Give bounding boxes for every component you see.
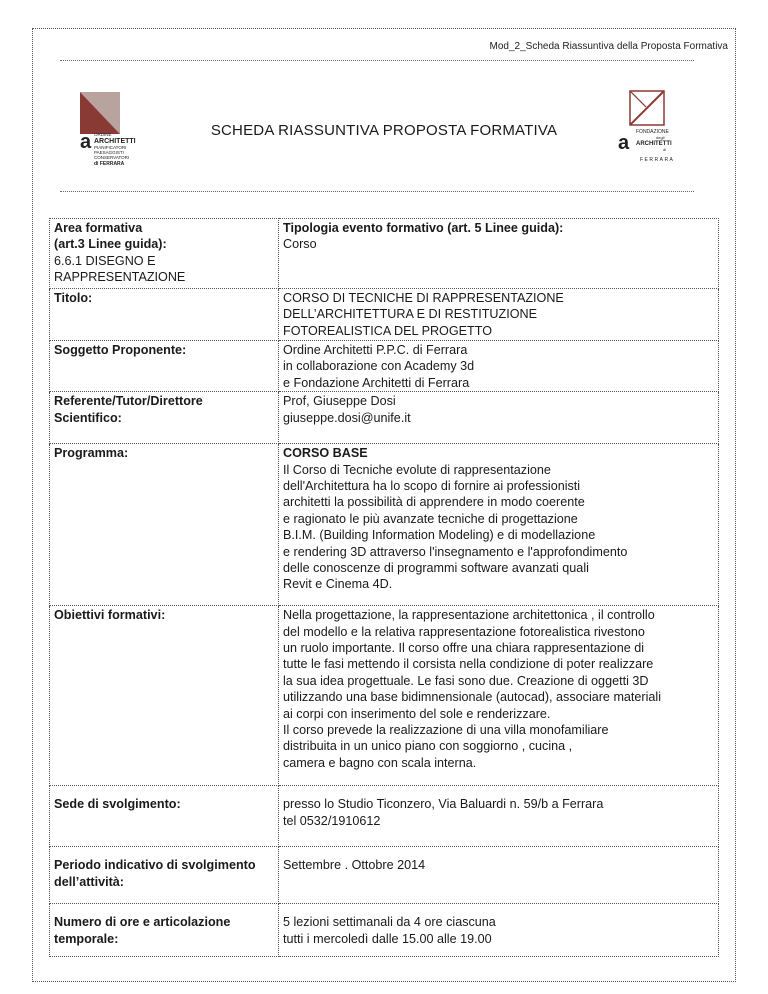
svg-text:CONSERVATORI: CONSERVATORI	[94, 155, 130, 160]
referente-label: Referente/Tutor/Direttore Scientifico:	[50, 392, 279, 444]
table-row	[50, 847, 719, 904]
titolo-value: CORSO DI TECNICHE DI RAPPRESENTAZIONE DELL’ARCHITETTURA E DI RESTITUZIONE FOTOREALISTICA DEL PROGETTO	[279, 289, 719, 341]
svg-text:FERRARA: FERRARA	[640, 157, 675, 163]
titolo-label: Titolo:	[50, 289, 279, 341]
table-row	[50, 444, 719, 606]
svg-text:PIANIFICATORI: PIANIFICATORI	[94, 145, 127, 150]
logo-left-letter: a	[80, 131, 92, 153]
table-row	[50, 606, 719, 786]
ore-label: Numero di ore e articolazione temporale:	[50, 904, 279, 957]
obiettivi-value: Nella progettazione, la rappresentazione architettonica , il controllo del modello e la relativa rappresentazione fotorealistica rivestono un ruolo importante. Il corso offre una chiara rappresentazione di tutte le fasi mettendo il corsista nella condizione di poter realizzare la sua idea progettuale. Le fasi sono due. Creazione di oggetti 3D utilizzando una base bidimnensionale (autocad), associare materiali ai corpi con inserimento del sole e renderizzare. Il corso prevede la realizzazione di una villa monofamiliare distribuita in un unico piano con soggiorno , cucina , camera e bagno con scala interna.	[279, 606, 719, 786]
table-row	[50, 786, 719, 847]
periodo-label: Periodo indicativo di svolgimento dell’attività:	[50, 847, 279, 904]
table-row	[50, 904, 719, 957]
svg-text:ORDINE: ORDINE	[94, 132, 112, 137]
soggetto-value: Ordine Architetti P.P.C. di Ferrara in collaborazione con Academy 3d e Fondazione Architetti di Ferrara	[279, 341, 719, 392]
svg-text:di: di	[663, 147, 667, 152]
table-row	[50, 219, 719, 289]
svg-text:ARCHITETTI: ARCHITETTI	[636, 141, 672, 147]
periodo-value: Settembre . Ottobre 2014	[279, 847, 719, 904]
svg-text:FONDAZIONE: FONDAZIONE	[636, 129, 669, 135]
table-row	[50, 341, 719, 392]
referente-value: Prof, Giuseppe Dosi giuseppe.dosi@unife.it	[279, 392, 719, 444]
svg-text:ARCHITETTI: ARCHITETTI	[94, 138, 136, 145]
referente-email: giuseppe.dosi@unife.it	[283, 410, 411, 425]
programma-label: Programma:	[50, 444, 279, 606]
sede-label: Sede di svolgimento:	[50, 786, 279, 847]
tipologia-evento-cell: Tipologia evento formativo (art. 5 Linee guida): Corso	[279, 219, 719, 289]
document-title: SCHEDA RIASSUNTIVA PROPOSTA FORMATIVA	[210, 122, 558, 139]
area-formativa-cell: Area formativa (art.3 Linee guida): 6.6.1 DISEGNO E RAPPRESENTAZIONE	[50, 219, 279, 289]
sede-value: presso lo Studio Ticonzero, Via Baluardi n. 59/b a Ferrara tel 0532/1910612	[279, 786, 719, 847]
svg-text:di FERRARA: di FERRARA	[94, 161, 125, 167]
table-row	[50, 289, 719, 341]
title-divider	[60, 191, 694, 192]
table-row	[50, 392, 719, 444]
obiettivi-label: Obiettivi formativi:	[50, 606, 279, 786]
svg-text:degli: degli	[656, 135, 665, 140]
fondazione-architetti-logo	[616, 89, 686, 169]
document-reference: Mod_2_Scheda Riassuntiva della Proposta Formativa	[489, 41, 728, 52]
svg-text:PAESAGGISTI: PAESAGGISTI	[94, 150, 124, 155]
course-summary-table	[49, 218, 719, 957]
soggetto-label: Soggetto Proponente:	[50, 341, 279, 392]
programma-value: CORSO BASE Il Corso di Tecniche evolute di rappresentazione dell'Architettura ha lo scopo di fornire ai professionisti architetti la possibilità di apprendere in modo coerente e ragionato le più avanzate tecniche di progettazione B.I.M. (Building Information Modeling) e di modellazione e rendering 3D attraverso l'insegnamento e l'approfondimento delle conoscenze di programmi software avanzati quali Revit e Cinema 4D.	[279, 444, 719, 606]
logo-right-letter: a	[618, 132, 630, 154]
ore-value: 5 lezioni settimanali da 4 ore ciascuna tutti i mercoledì dalle 15.00 alle 19.00	[279, 904, 719, 957]
header-divider	[60, 60, 694, 61]
